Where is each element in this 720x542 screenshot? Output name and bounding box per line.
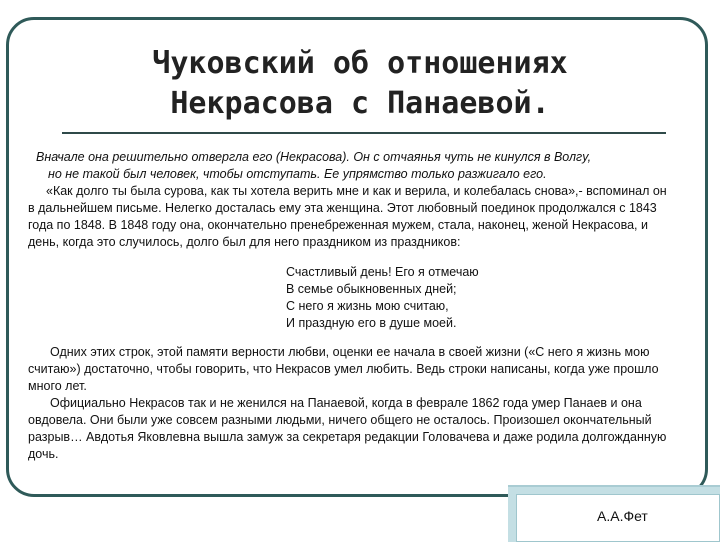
author-name: А.А.Фет: [597, 508, 648, 524]
slide-title: [60, 44, 660, 124]
poem-line-1: Счастливый день! Его я отмечаю: [286, 265, 479, 279]
closing-paragraphs: [28, 344, 668, 463]
title-line-2: Некрасова с Панаевой.: [170, 86, 550, 121]
author-badge: [508, 485, 720, 542]
intro-line-2: но не такой был человек, чтобы отступать. Ее упрямство только разжигало его.: [48, 167, 547, 181]
intro-line-1: Вначале она решительно отвергла его (Некрасова). Он с отчаянья чуть не кинулся в Волгу,: [36, 150, 592, 164]
intro-italic-paragraph: [28, 149, 668, 183]
poem-line-3: С него я жизнь мою считаю,: [286, 299, 449, 313]
poem-line-4: И праздную его в душе моей.: [286, 316, 457, 330]
author-badge-inner: [516, 494, 720, 542]
poem-block: [28, 264, 668, 332]
paragraph-marriage: Официально Некрасов так и не женился на Панаевой, когда в феврале 1862 года умер Панаев и она овдовела. Они были уже совсем разными людьми, ничего общего не осталось. Произошел окончательный разрыв… Авдотья Яковлевна вышла замуж за секретаря редакции Головачева и даже родила долгожданную дочь.: [28, 396, 667, 461]
poem-line-2: В семье обыкновенных дней;: [286, 282, 457, 296]
quote-paragraph: «Как долго ты была сурова, как ты хотела верить мне и как и верила, и колебалась снова»,- вспоминал он в дальнейшем письме. Нелегко досталась ему эта женщина. Этот любовный поединок продолжался с 1843 года по 1848. В 1848 году она, окончательно пренебреженная мужем, стала, наконец, женой Некрасова, и день, когда это случилось, долго был для него праздником из праздников:: [28, 184, 667, 249]
title-divider: [62, 132, 666, 134]
paragraph-memory: Одних этих строк, этой памяти верности любви, оценки ее начала в своей жизни («С него я жизнь мою считаю») достаточно, чтобы говорить, что Некрасов умел любить. Ведь строки написаны, когда уже прошло много лет.: [28, 345, 659, 393]
slide-body: [28, 149, 668, 463]
title-line-1: Чуковский об отношениях: [152, 46, 568, 81]
